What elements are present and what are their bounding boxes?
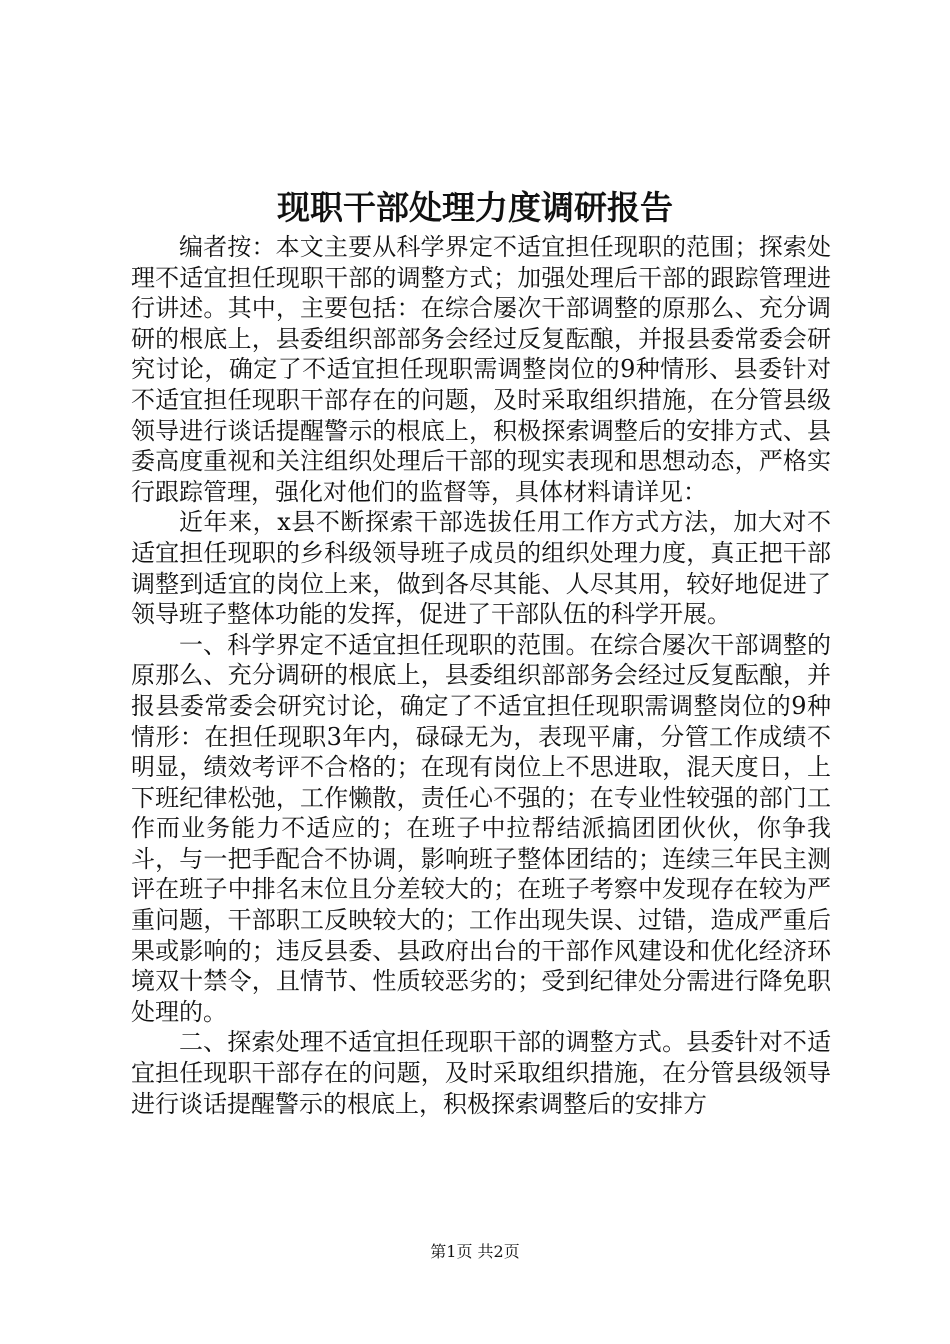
page-number-footer: 第1页 共2页	[430, 1242, 520, 1261]
paragraph-section-one: 一、科学界定不适宜担任现职的范围。在综合屡次干部调整的原那么、充分调研的根底上，县委组织部部务会经过反复酝酿，并报县委常委会研究讨论，确定了不适宜担任现职需调整岗位的9种情形：在担任现职3年内，碌碌无为，表现平庸，分管工作成绩不明显，绩效考评不合格的；在现有岗位上不思进取，混天度日，上下班纪律松弛，工作懒散，责任心不强的；在专业性较强的部门工作而业务能力不适应的；在班子中拉帮结派搞团团伙伙，你争我斗，与一把手配合不协调，影响班子整体团结的；连续三年民主测评在班子中排名末位且分差较大的；在班子考察中发现存在较为严重问题，干部职工反映较大的；工作出现失误、过错，造成严重后果或影响的；违反县委、县政府出台的干部作风建设和优化经济环境双十禁令，且情节、性质较恶劣的；受到纪律处分需进行降免职处理的。	[131, 630, 831, 1026]
paragraph-intro: 近年来，x县不断探索干部选拔任用工作方式方法，加大对不适宜担任现职的乡科级领导班子成员的组织处理力度，真正把干部调整到适宜的岗位上来，做到各尽其能、人尽其用，较好地促进了领导班子整体功能的发挥，促进了干部队伍的科学开展。	[131, 508, 831, 629]
document-body	[131, 232, 831, 1119]
paragraph-section-two: 二、探索处理不适宜担任现职干部的调整方式。县委针对不适宜担任现职干部存在的问题，及时采取组织措施，在分管县级领导进行谈话提醒警示的根底上，积极探索调整后的安排方	[131, 1028, 831, 1118]
paragraph-editor-note: 编者按：本文主要从科学界定不适宜担任现职的范围；探索处理不适宜担任现职干部的调整方式；加强处理后干部的跟踪管理进行讲述。其中，主要包括：在综合屡次干部调整的原那么、充分调研的根底上，县委组织部部务会经过反复酝酿，并报县委常委会研究讨论，确定了不适宜担任现职需调整岗位的9种情形、县委针对不适宜担任现职干部存在的问题，及时采取组织措施，在分管县级领导进行谈话提醒警示的根底上，积极探索调整后的安排方式、县委高度重视和关注组织处理后干部的现实表现和思想动态，严格实行跟踪管理，强化对他们的监督等，具体材料请详见：	[131, 233, 831, 506]
document-title: 现职干部处理力度调研报告	[277, 188, 673, 227]
